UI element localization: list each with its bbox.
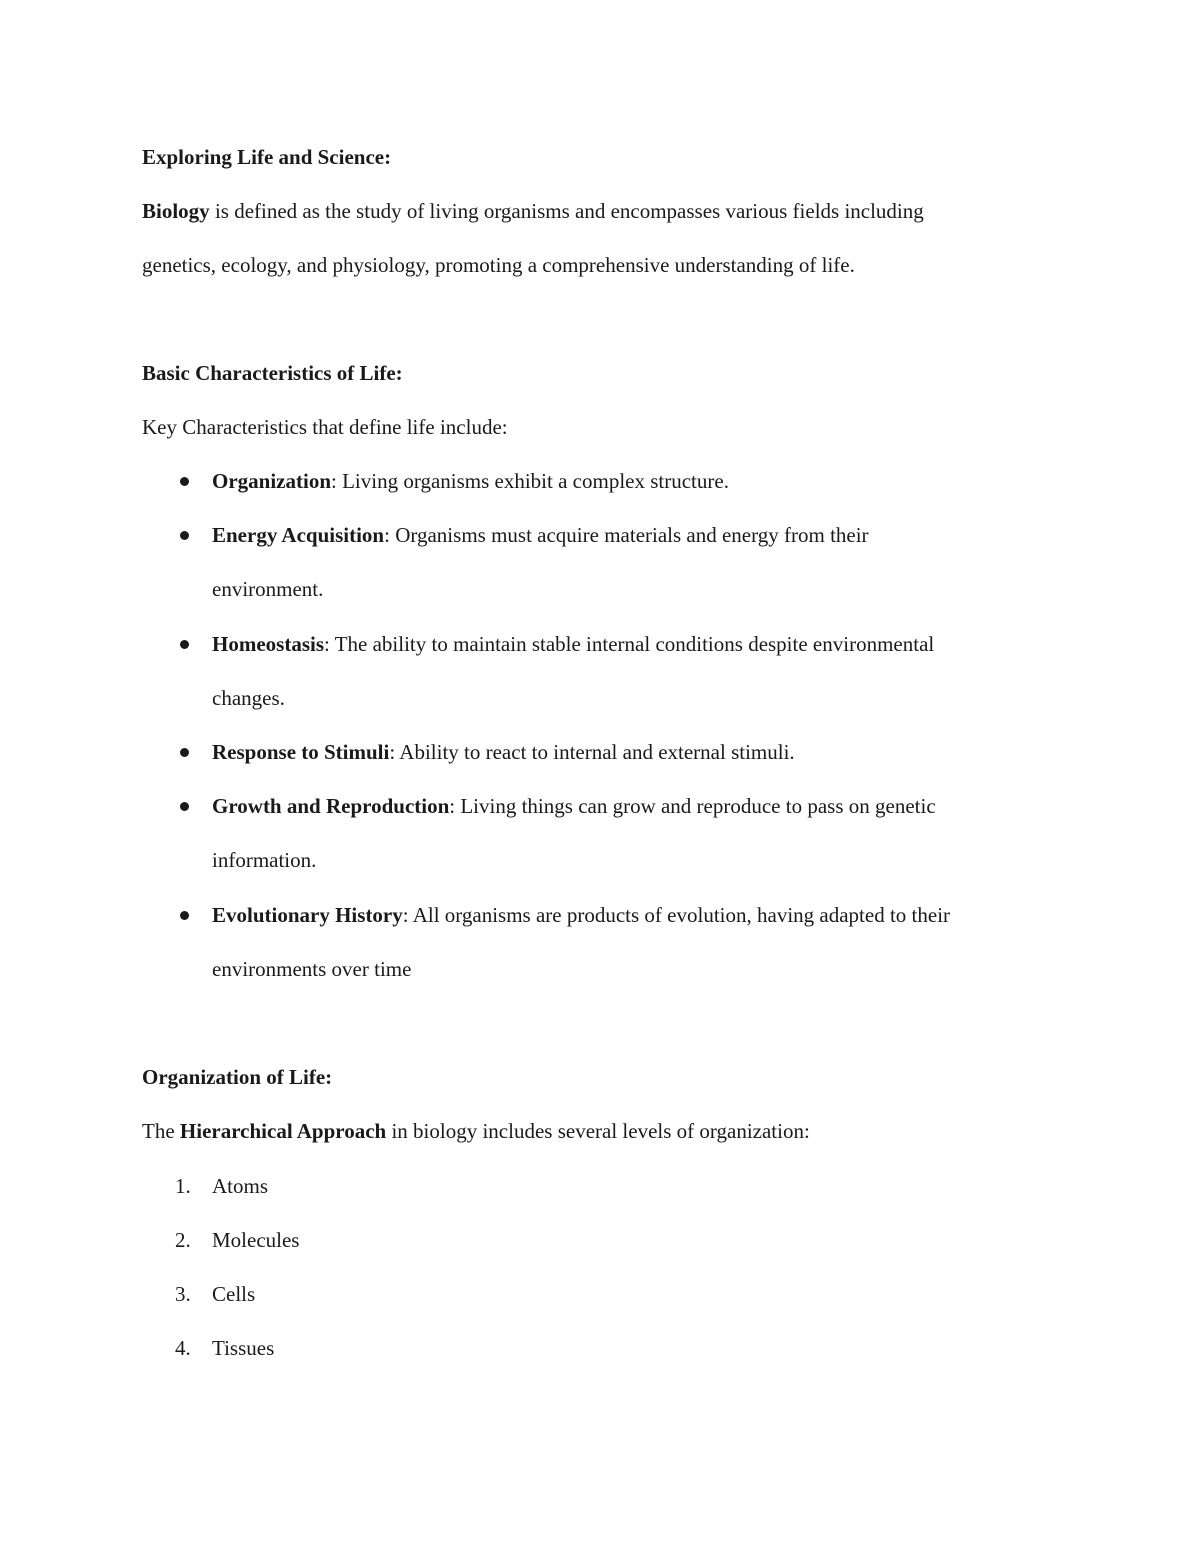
item-term: Growth and Reproduction (212, 794, 450, 818)
list-item-continuation: changes. (212, 686, 285, 710)
term-hierarchical-approach: Hierarchical Approach (179, 1119, 387, 1143)
biology-definition-text: is defined as the study of living organisms and encompasses various fields including (209, 199, 924, 223)
list-number: 2. (175, 1228, 191, 1252)
characteristics-intro: Key Characteristics that define life include: (142, 415, 508, 439)
list-number: 3. (175, 1282, 191, 1306)
item-text: : The ability to maintain stable internal conditions despite environmental (324, 632, 935, 656)
hierarchical-intro (142, 1119, 810, 1143)
list-item-response-to-stimuli (212, 740, 795, 764)
item-text: : Living things can grow and reproduce to pass on genetic (449, 794, 936, 818)
item-text: : Living organisms exhibit a complex structure. (331, 469, 729, 493)
level-atoms: Atoms (212, 1174, 269, 1198)
list-item-growth-reproduction (212, 794, 936, 818)
list-item-organization (212, 469, 729, 493)
heading-exploring-life: Exploring Life and Science: (142, 145, 392, 169)
item-term: Energy Acquisition (212, 523, 385, 547)
level-tissues: Tissues (212, 1336, 275, 1360)
item-text: : Ability to react to internal and external stimuli. (389, 740, 795, 764)
level-cells: Cells (212, 1282, 256, 1306)
list-item-continuation: information. (212, 848, 317, 872)
paragraph-biology-line2: genetics, ecology, and physiology, promoting a comprehensive understanding of life. (142, 253, 855, 277)
list-item-continuation: environments over time (212, 957, 412, 981)
heading-basic-characteristics: Basic Characteristics of Life: (142, 361, 403, 385)
item-text: : Organisms must acquire materials and energy from their (384, 523, 869, 547)
paragraph-biology-line1 (142, 199, 924, 223)
bullet-icon (180, 640, 189, 649)
item-term: Organization (212, 469, 331, 493)
term-biology: Biology (142, 199, 210, 223)
intro-post: in biology includes several levels of organization: (386, 1119, 810, 1143)
item-text: : All organisms are products of evolution, having adapted to their (402, 903, 951, 927)
heading-organization-of-life: Organization of Life: (142, 1065, 333, 1089)
bullet-icon (180, 531, 189, 540)
list-number: 1. (175, 1174, 191, 1198)
bullet-icon (180, 748, 189, 757)
list-item-energy-acquisition (212, 523, 869, 547)
item-term: Response to Stimuli (212, 740, 390, 764)
list-item-homeostasis (212, 632, 934, 656)
bullet-icon (180, 477, 189, 486)
list-item-continuation: environment. (212, 577, 324, 601)
intro-pre: The (142, 1119, 180, 1143)
bullet-icon (180, 802, 189, 811)
list-number: 4. (175, 1336, 191, 1360)
bullet-icon (180, 911, 189, 920)
level-molecules: Molecules (212, 1228, 300, 1252)
item-term: Homeostasis (212, 632, 324, 656)
list-item-evolutionary-history (212, 903, 950, 927)
item-term: Evolutionary History (212, 903, 403, 927)
